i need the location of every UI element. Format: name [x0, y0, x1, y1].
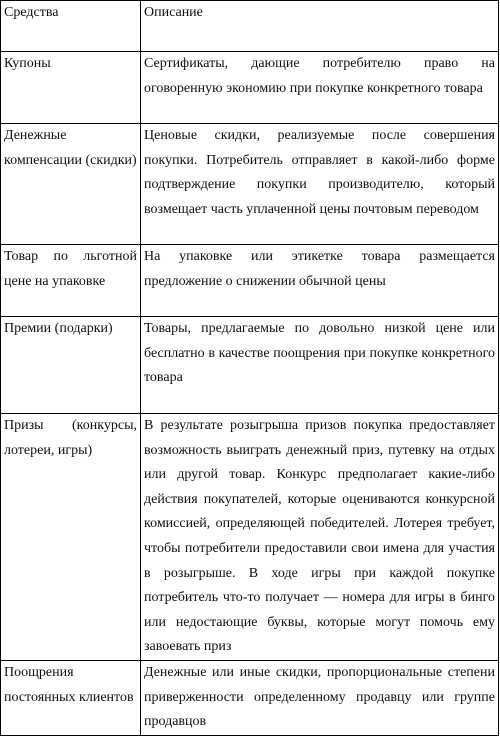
row-name: Премии (подарки) — [1, 317, 141, 414]
table-row — [1, 52, 499, 124]
row-name: Денежные компенсации (скидки) — [1, 124, 141, 245]
row-description: Ценовые скидки, реализуемые после совершения покупки. Потребитель отправляет в какой-либо форме подтверждение покупки производителю, который возмещает часть уплаченной цены почтовым переводом — [141, 124, 499, 245]
table-row — [1, 660, 499, 735]
row-description: Товары, предлагаемые по довольно низкой цене или бесплатно в качестве поощрения при покупке конкретного товара — [141, 317, 499, 414]
row-name: Купоны — [1, 52, 141, 124]
row-name: Товар по льготной цене на упаковке — [1, 245, 141, 317]
header-means: Средства — [1, 1, 141, 52]
row-description: В результате розыгрыша призов покупка предоставляет возможность выиграть денежный приз, путевку на отдых или другой товар. Конкурс предполагает какие-либо действия покупателей, которые оцениваются конкурсной комиссией, определяющей победителей. Лотерея требует, чтобы потребители предоставили свои имена для участия в розыгрыше. В ходе игры при каждой покупке потребитель что-то получает — номера для игры в бинго или недостающие буквы, которые могут помочь ему завоевать приз — [141, 414, 499, 661]
row-name: Призы (конкурсы, лотереи, игры) — [1, 414, 141, 661]
row-description: На упаковке или этикетке товара размещается предложение о снижении обычной цены — [141, 245, 499, 317]
table-row — [1, 317, 499, 414]
table-header-row — [1, 1, 499, 52]
row-name: Поощрения постоянных клиентов — [1, 660, 141, 735]
table-row — [1, 245, 499, 317]
row-description: Сертификаты, дающие потребителю право на оговоренную экономию при покупке конкретного товара — [141, 52, 499, 124]
table-row — [1, 414, 499, 661]
table-row — [1, 124, 499, 245]
header-description: Описание — [141, 1, 499, 52]
row-description: Денежные или иные скидки, пропорциональные степени приверженности определенному продавцу или группе продавцов — [141, 660, 499, 735]
